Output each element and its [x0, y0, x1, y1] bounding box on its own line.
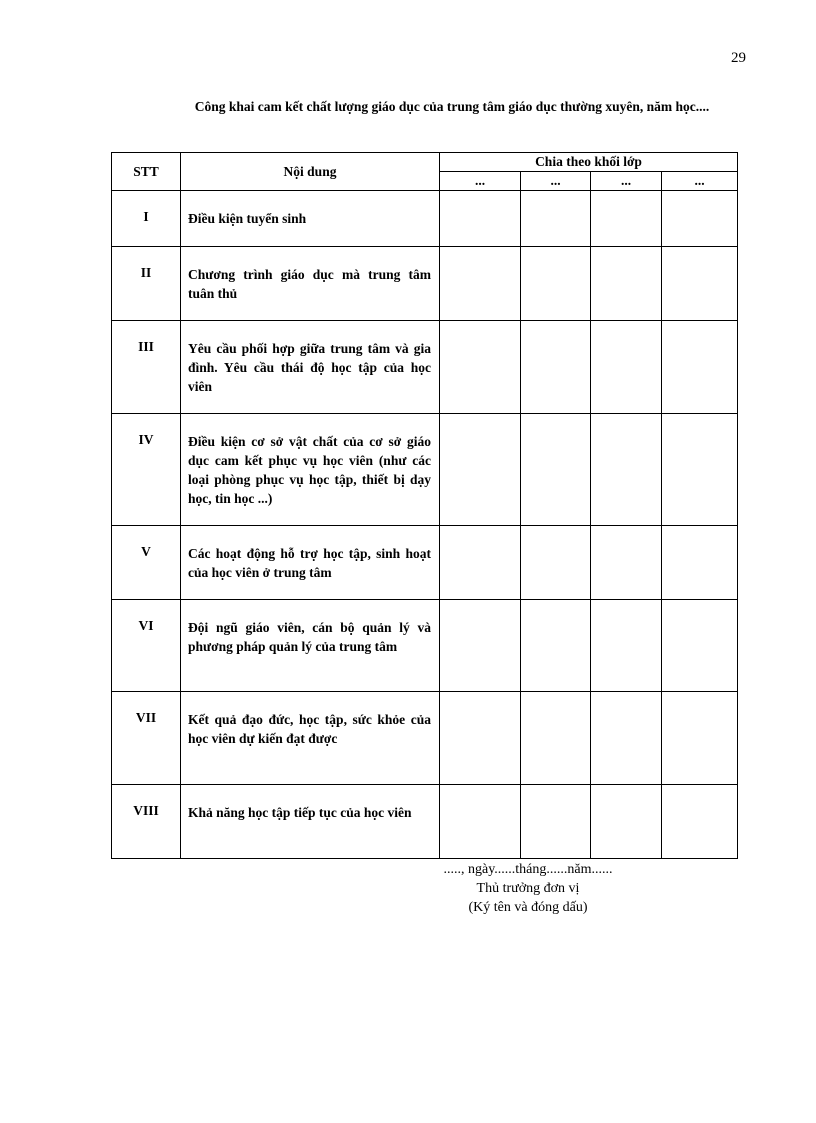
row-content: Chương trình giáo dục mà trung tâm tuân thủ	[181, 247, 440, 321]
signature-note: (Ký tên và đóng dấu)	[468, 900, 588, 915]
grade-cell	[521, 785, 591, 859]
document-title: Công khai cam kết chất lượng giáo dục của trung tâm giáo dục thường xuyên, năm học....	[194, 99, 710, 114]
grade-cell	[662, 191, 738, 247]
grade-cell	[591, 321, 662, 414]
grade-cell	[662, 600, 738, 692]
grade-cell	[440, 785, 521, 859]
grade-cell	[521, 321, 591, 414]
grade-cell	[440, 247, 521, 321]
grade-cell	[440, 600, 521, 692]
grade-cell	[521, 414, 591, 526]
row-stt: VI	[112, 600, 181, 692]
row-stt: II	[112, 247, 181, 321]
row-content: Đội ngũ giáo viên, cán bộ quản lý và phương pháp quản lý của trung tâm	[181, 600, 440, 692]
table-row	[112, 692, 738, 785]
grade-cell	[521, 191, 591, 247]
grade-cell	[662, 785, 738, 859]
signer-role: Thủ trưởng đơn vị	[476, 881, 580, 896]
table-row	[112, 247, 738, 321]
row-stt: VII	[112, 692, 181, 785]
grade-cell	[440, 191, 521, 247]
table-row	[112, 526, 738, 600]
row-content: Điều kiện tuyển sinh	[181, 191, 440, 247]
grade-cell	[591, 692, 662, 785]
grade-cell	[440, 321, 521, 414]
grade-cell	[662, 526, 738, 600]
grade-cell	[440, 526, 521, 600]
row-stt: VIII	[112, 785, 181, 859]
commitment-table	[111, 152, 738, 859]
table-row	[112, 191, 738, 247]
signature-block	[408, 860, 648, 917]
date-line: ....., ngày......tháng......năm......	[443, 862, 613, 877]
grade-cell	[521, 526, 591, 600]
grade-cell	[440, 414, 521, 526]
grade-cell	[662, 321, 738, 414]
grade-cell	[662, 692, 738, 785]
row-stt: III	[112, 321, 181, 414]
header-grade-column: ...	[521, 172, 591, 191]
grade-cell	[591, 191, 662, 247]
table-row	[112, 600, 738, 692]
grade-cell	[521, 247, 591, 321]
row-content: Kết quả đạo đức, học tập, sức khỏe của học viên dự kiến đạt được	[181, 692, 440, 785]
header-grade-column: ...	[440, 172, 521, 191]
table-row	[112, 321, 738, 414]
row-content: Điều kiện cơ sở vật chất của cơ sở giáo dục cam kết phục vụ học viên (như các loại phòng phục vụ học tập, thiết bị dạy học, tin học ...)	[181, 414, 440, 526]
row-content: Yêu cầu phối hợp giữa trung tâm và gia đình. Yêu cầu thái độ học tập của học viên	[181, 321, 440, 414]
header-grade-column: ...	[591, 172, 662, 191]
grade-cell	[591, 600, 662, 692]
grade-cell	[591, 785, 662, 859]
grade-cell	[662, 247, 738, 321]
table-row	[112, 785, 738, 859]
row-stt: I	[112, 191, 181, 247]
header-grade-group: Chia theo khối lớp	[440, 153, 738, 172]
table-row	[112, 414, 738, 526]
row-stt: IV	[112, 414, 181, 526]
header-stt: STT	[112, 153, 181, 191]
row-content: Khả năng học tập tiếp tục của học viên	[181, 785, 440, 859]
header-grade-column: ...	[662, 172, 738, 191]
row-stt: V	[112, 526, 181, 600]
grade-cell	[591, 414, 662, 526]
page-number: 29	[731, 50, 746, 66]
grade-cell	[591, 247, 662, 321]
grade-cell	[521, 600, 591, 692]
grade-cell	[440, 692, 521, 785]
row-content: Các hoạt động hỗ trợ học tập, sinh hoạt của học viên ở trung tâm	[181, 526, 440, 600]
grade-cell	[662, 414, 738, 526]
grade-cell	[591, 526, 662, 600]
header-content: Nội dung	[181, 153, 440, 191]
grade-cell	[521, 692, 591, 785]
